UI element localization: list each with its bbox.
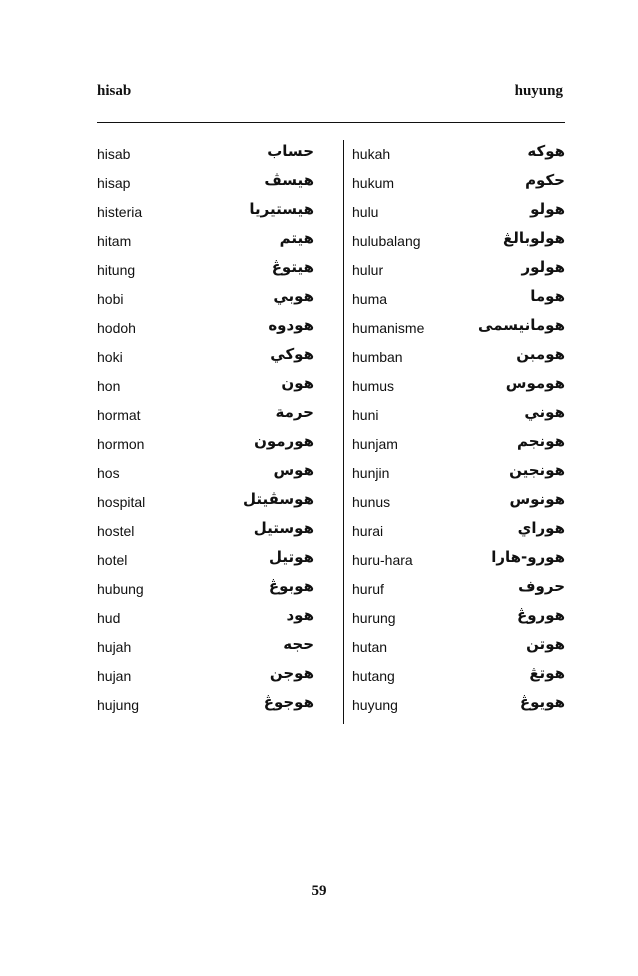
entry-row — [97, 372, 331, 401]
entry-latin: hunus — [352, 494, 391, 510]
page-number: 59 — [311, 883, 327, 899]
entry-row — [97, 459, 331, 488]
entry-latin: huru-hara — [352, 552, 413, 568]
entry-jawi: حجه — [283, 635, 314, 653]
entry-latin: hud — [97, 610, 121, 626]
entry-row — [97, 140, 331, 169]
entry-jawi: حكوم — [525, 171, 565, 189]
entry-latin: hobi — [97, 291, 124, 307]
entry-jawi: هوتيل — [269, 548, 314, 566]
entry-row — [352, 372, 565, 401]
entry-jawi: هيسڤ — [264, 171, 314, 189]
entry-jawi: هودوه — [268, 316, 314, 334]
entry-jawi: هيتوڠ — [271, 258, 314, 276]
header-right-guide-word: huyung — [514, 83, 563, 99]
entry-jawi: هولور — [521, 258, 565, 276]
entry-row — [352, 691, 565, 720]
entry-jawi: هوستيل — [253, 519, 314, 537]
entry-latin: humanisme — [352, 320, 425, 336]
entry-latin: histeria — [97, 204, 143, 220]
entry-latin: huyung — [352, 697, 398, 713]
entry-latin: huni — [352, 407, 379, 423]
entry-row — [97, 488, 331, 517]
entry-jawi: هولو — [530, 200, 565, 218]
entry-jawi: هورمون — [254, 432, 314, 450]
entry-row — [352, 604, 565, 633]
entry-latin: hitam — [97, 233, 132, 249]
entry-jawi: حساب — [267, 142, 314, 160]
column-divider — [343, 140, 344, 724]
entry-row — [352, 546, 565, 575]
entry-row — [352, 401, 565, 430]
entry-jawi: هوروڠ — [516, 606, 565, 624]
entry-row — [97, 604, 331, 633]
entry-row — [352, 517, 565, 546]
entry-row — [352, 459, 565, 488]
entry-jawi: هورو-هارا — [491, 548, 565, 566]
entry-latin: hospital — [97, 494, 146, 510]
entry-row — [97, 343, 331, 372]
entry-row — [352, 140, 565, 169]
entry-latin: hos — [97, 465, 120, 481]
entry-jawi: هوتن — [526, 635, 565, 653]
header-left-guide-word: hisab — [97, 83, 132, 99]
entry-row — [352, 575, 565, 604]
entry-row — [352, 256, 565, 285]
entry-row — [352, 285, 565, 314]
entry-jawi: هيستيريا — [249, 200, 314, 218]
left-column — [97, 140, 331, 720]
entry-latin: hormon — [97, 436, 145, 452]
entry-jawi: هوبي — [273, 287, 314, 305]
entry-jawi: هوسڤيتل — [243, 490, 314, 508]
entry-row — [352, 430, 565, 459]
entry-jawi: هوجوڠ — [263, 693, 314, 711]
entry-latin: hulubalang — [352, 233, 421, 249]
right-column — [352, 140, 565, 720]
entry-latin: hulu — [352, 204, 379, 220]
entry-jawi: هوني — [524, 403, 565, 421]
entry-latin: hurai — [352, 523, 384, 539]
entry-row — [97, 198, 331, 227]
entry-row — [352, 343, 565, 372]
entry-latin: humus — [352, 378, 395, 394]
entry-jawi: هونوس — [509, 490, 565, 508]
entry-latin: hisap — [97, 175, 131, 191]
entry-jawi: هوما — [530, 287, 565, 305]
entry-row — [97, 691, 331, 720]
entry-latin: hormat — [97, 407, 141, 423]
entry-latin: hubung — [97, 581, 144, 597]
entry-latin: hutang — [352, 668, 395, 684]
entry-jawi: هوجن — [269, 664, 314, 682]
entry-row — [352, 314, 565, 343]
entry-latin: hon — [97, 378, 121, 394]
entry-row — [97, 401, 331, 430]
entry-latin: hutan — [352, 639, 388, 655]
entry-jawi: هوراي — [517, 519, 565, 537]
entry-latin: hulur — [352, 262, 384, 278]
entry-latin: hunjin — [352, 465, 390, 481]
entry-latin: hodoh — [97, 320, 136, 336]
entry-row — [97, 633, 331, 662]
entry-row — [352, 198, 565, 227]
entry-jawi: هويوڠ — [519, 693, 565, 711]
entry-latin: hisab — [97, 146, 131, 162]
entry-jawi: هوكي — [270, 345, 314, 363]
entry-jawi: هومانيسمى — [478, 316, 565, 334]
entry-jawi: هونجم — [516, 432, 565, 450]
entry-row — [97, 662, 331, 691]
entry-jawi: هوس — [273, 461, 314, 479]
entry-latin: hukum — [352, 175, 395, 191]
entry-jawi: هومبن — [516, 345, 565, 363]
entry-row — [97, 285, 331, 314]
header-rule — [97, 122, 565, 123]
entry-latin: hoki — [97, 349, 123, 365]
entry-latin: huruf — [352, 581, 384, 597]
entry-latin: hunjam — [352, 436, 398, 452]
entry-row — [97, 227, 331, 256]
entry-row — [97, 546, 331, 575]
entry-jawi: هوكه — [527, 142, 565, 160]
entry-row — [352, 633, 565, 662]
entry-jawi: هوموس — [505, 374, 565, 392]
entry-jawi: هود — [286, 606, 314, 624]
entry-row — [97, 169, 331, 198]
entry-row — [352, 662, 565, 691]
entry-latin: humban — [352, 349, 403, 365]
entry-row — [352, 227, 565, 256]
entry-row — [352, 169, 565, 198]
entry-jawi: هوتڠ — [529, 664, 565, 682]
entry-jawi: هولوبالڠ — [503, 229, 565, 247]
entry-latin: hitung — [97, 262, 136, 278]
entry-latin: hotel — [97, 552, 128, 568]
entry-latin: hujung — [97, 697, 140, 713]
entry-latin: hostel — [97, 523, 135, 539]
entry-row — [352, 488, 565, 517]
entry-jawi: هون — [281, 374, 314, 392]
entry-row — [97, 314, 331, 343]
entry-row — [97, 430, 331, 459]
entry-row — [97, 256, 331, 285]
entry-latin: huma — [352, 291, 388, 307]
entry-latin: hujan — [97, 668, 132, 684]
entry-latin: hukah — [352, 146, 391, 162]
entry-jawi: هيتم — [279, 229, 314, 247]
entry-row — [97, 517, 331, 546]
entry-row — [97, 575, 331, 604]
entry-jawi: هونجين — [509, 461, 565, 479]
entry-jawi: هوبوڠ — [268, 577, 314, 595]
entry-latin: hurung — [352, 610, 396, 626]
entry-jawi: حرمة — [275, 403, 314, 421]
entry-jawi: حروف — [518, 577, 565, 595]
entry-latin: hujah — [97, 639, 132, 655]
